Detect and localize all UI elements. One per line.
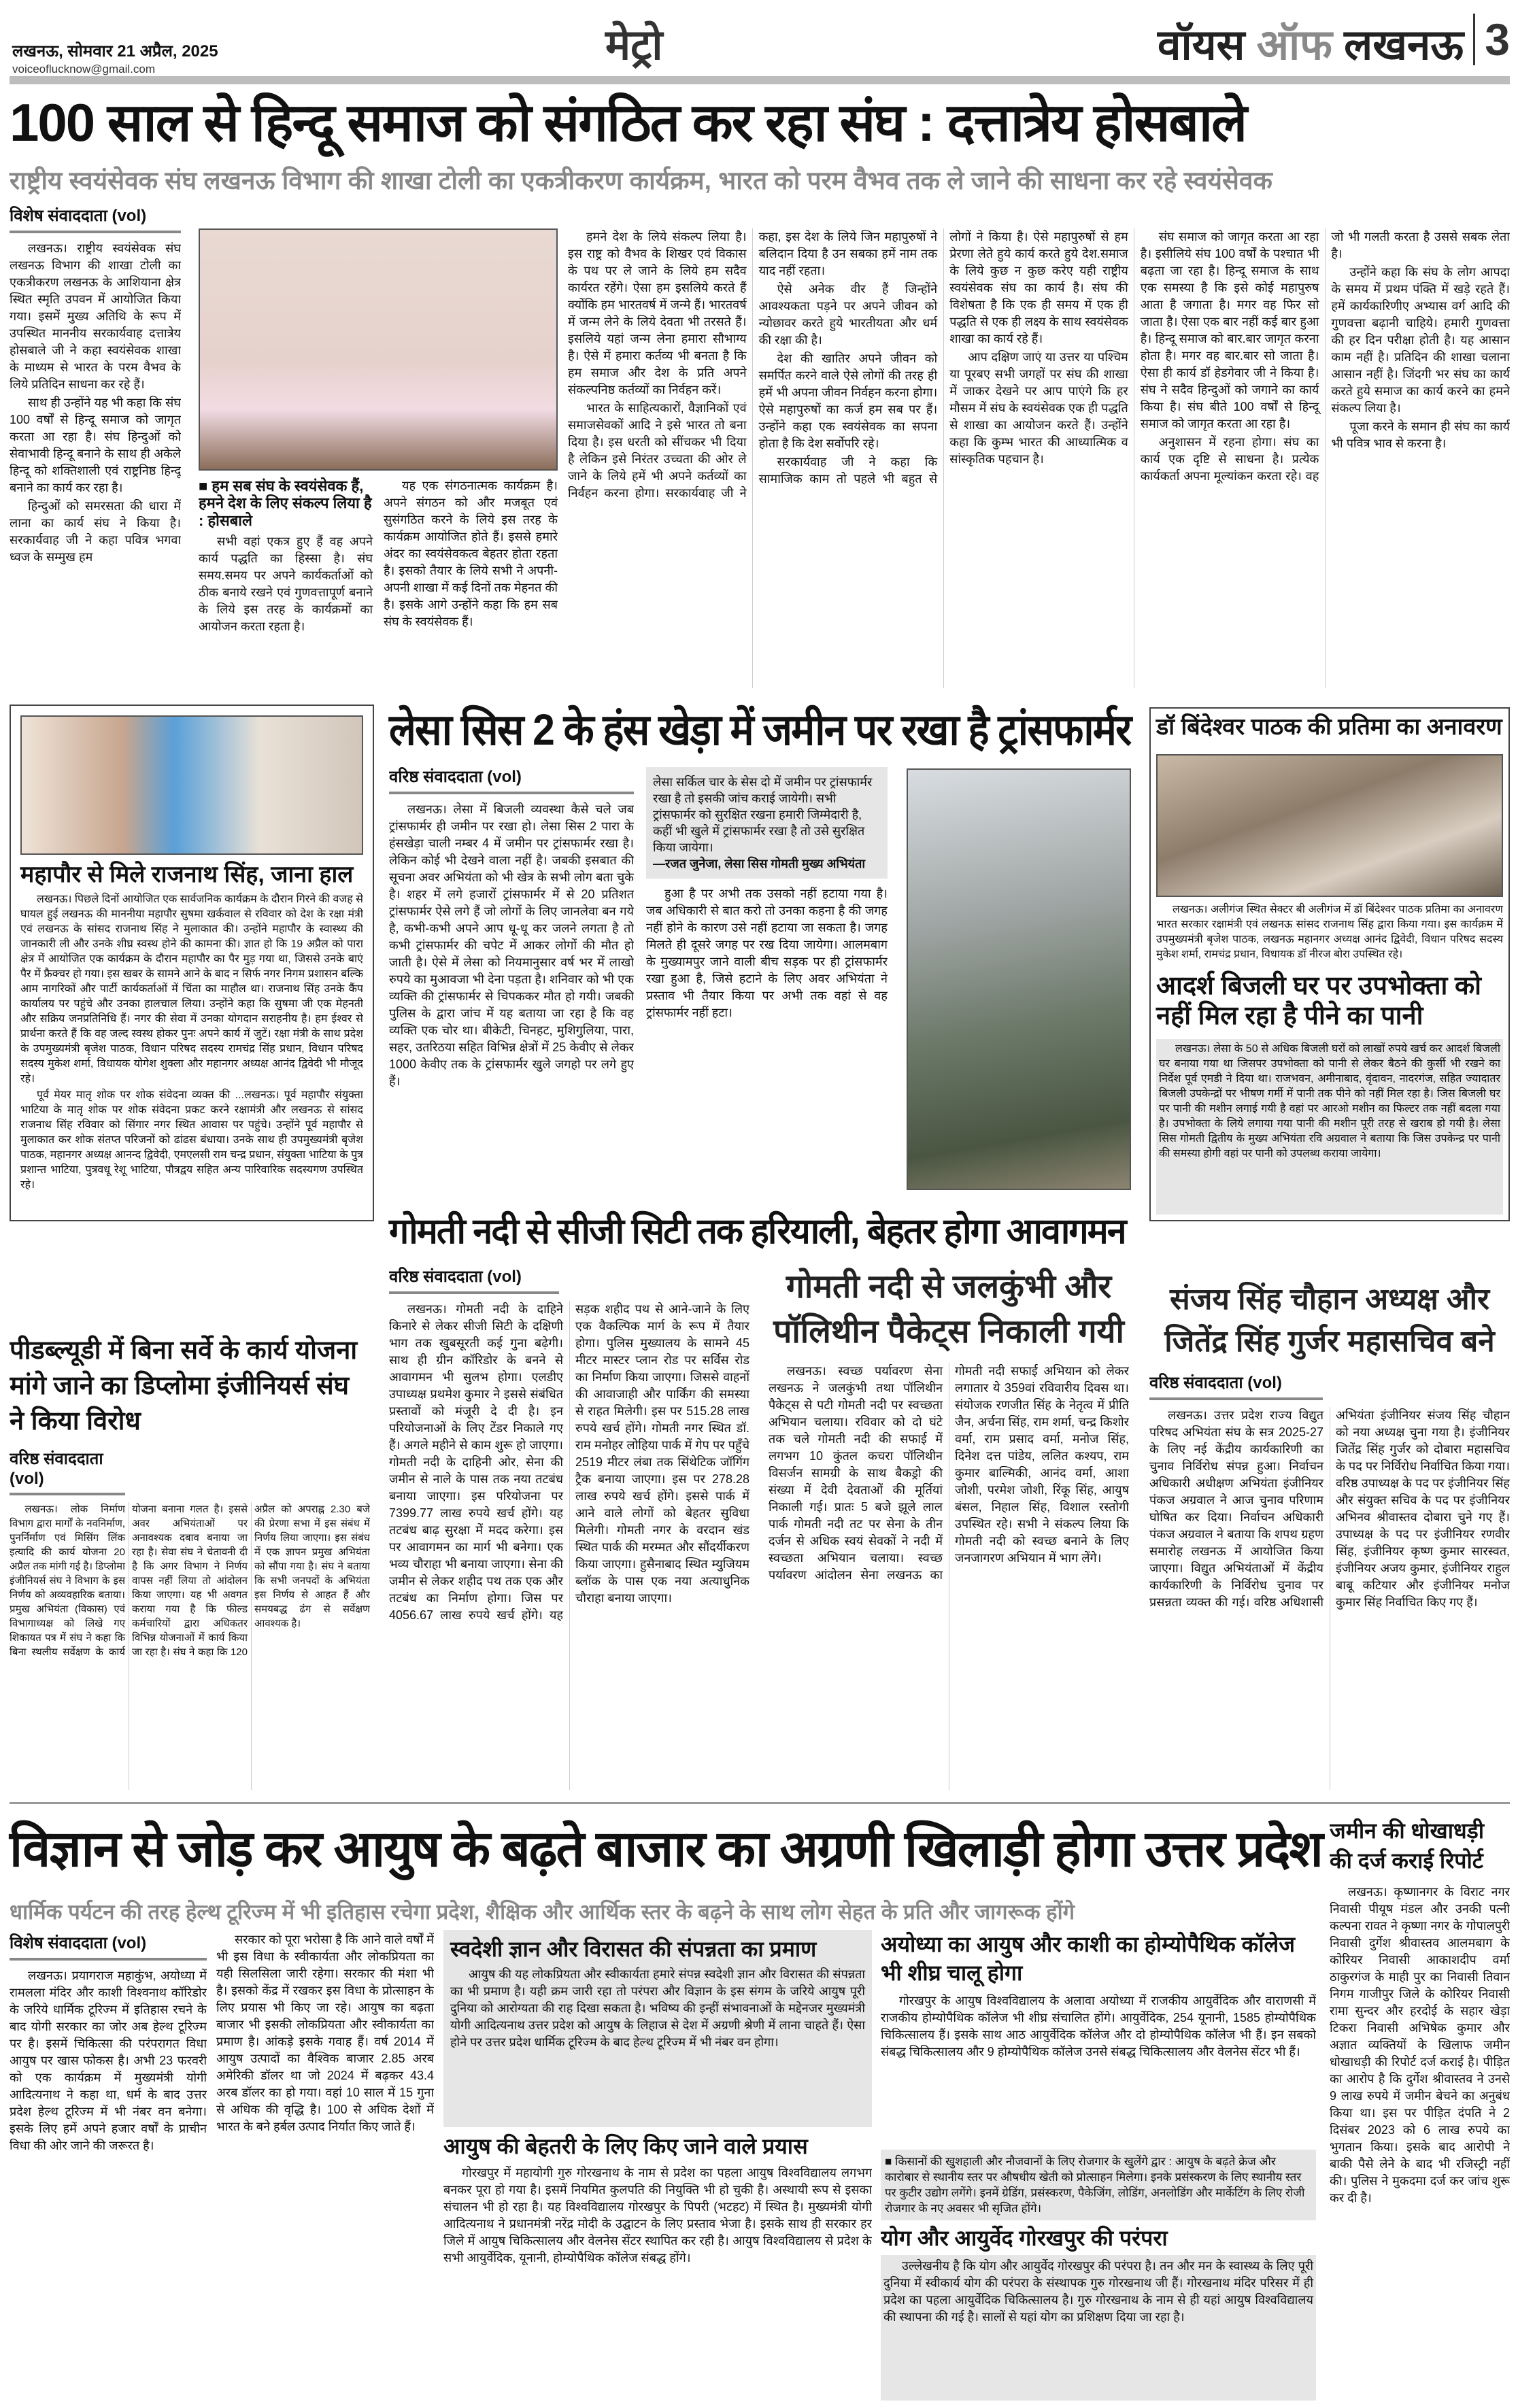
section-divider <box>10 1802 1510 1804</box>
quote-text: लेसा सर्किल चार के सेस दो में जमीन पर ट्रांसफार्मर रखा है तो इसकी जांच कराई जायेगी। सभी ट्रांसफार्मर को सुरक्षित रखना हमारी जिम्मेदारी है, कहीं भी खुले में ट्रांसफार्मर रखा है तो उसे सुरक्षित किया जायेगा। <box>653 775 873 854</box>
quote-attribution: —रजत जुनेजा, लेसा सिस गोमती मुख्य अभियंता <box>653 857 866 870</box>
photo-caption: ■ हम सब संघ के स्वयंसेवक हैं, हमने देश के लिए संकल्प लिया है : होसबाले <box>199 477 372 529</box>
fraud-headline: जमीन की धोखाधड़ी की दर्ज कराई रिपोर्ट <box>1330 1818 1485 1873</box>
byline: वरिष्ठ संवाददाता (vol) <box>389 765 634 794</box>
paragraph: सरकार को पूरा भरोसा है कि आने वाले वर्षों में भी इस विधा के स्वीकार्यता और लोकप्रियता का यही सिलसिला जारी रहेगा। सरकार की मंशा भी है। इसको केंद्र में रखकर इस विधा के प्रोत्साहन के लिए प्रयास भी किए जा रहे। आयुष का बढ़ता बाजार भी इसकी लोकप्रियता और स्वीकार्यता का प्रमाण है। आंकड़े इसके गवाह हैं। वर्ष 2014 में आयुष उत्पादों का वैश्विक बाजार 2.85 अरब अमेरिकी डॉलर था जो 2024 में बढ़कर 43.4 अरब डॉलर का हो गया। वहां 10 साल में 15 गुना से अधिक की वृद्धि है। 100 से अधिक देशों में भारत के बने हर्बल उत्पाद निर्यात किए जाते हैं। <box>216 1933 434 2133</box>
hyacinth-headline: गोमती नदी से जलकुंभी और पॉलिथीन पैकेट्स निकाली गयी <box>773 1269 1124 1350</box>
lesa-body-2 <box>646 885 888 1197</box>
farmers-bullet-box: ■ किसानों की खुशहाली और नौजवानों के लिए रोजगार के खुलेंगे द्वार : आयुष के बढ़ते क्रेज और कारोबार से स्थानीय स्तर पर औषधीय खेती को प्रोत्साहन मिलेगा। इनके प्रसंस्करण के लिए स्थानीय स्तर पर कुटीर उद्योग लगेंगे। इनमें ग्रेडिंग, प्रसंस्करण, पैकेजिंग, लोडिंग, अनलोडिंग और मार्केटिंग के लिए रोजी रोजगार के नए अवसर भी सृजित होंगे। <box>881 2150 1316 2220</box>
hyacinth-body <box>769 1363 1129 1790</box>
paragraph: यह एक संगठनात्मक कार्यक्रम है। अपने संगठन को और मजबूत एवं सुसंगठित करने के लिये इस तरह के कार्यक्रम आयोजित होते हैं। इससे हमारे अंदर का स्वयंसेवकत्व बेहतर होता रहता है। इसको तैयार के लिये सभी ने अपनी-अपनी शाखा में कई दिनों तक मेहनत की है। इसके आगे उन्होंने कहा कि हम सब संघ के स्वयंसेवक हैं। <box>384 479 558 628</box>
gomti-headline: गोमती नदी से सीजी सिटी तक हरियाली, बेहतर होगा आवागमन <box>389 1212 1126 1251</box>
paragraph: सरकार्यवाह जी ने कहा कि सामाजिक काम तो पहले भी बहुत से लोगों ने किया है। ऐसे महापुरुषों से हम प्रेरणा लेते हुये कार्य करते हुये देश.समाज के लिये कुछ न कुछ करेए यही राष्ट्रीय स्वयंसेवक संघ का कार्य है। संघ की विशेषता है कि एक ही समय में एक ही पद्धति से एक ही लक्ष्य के साथ स्वयंसेवक शाखा का कार्य रहे हैं। <box>758 230 1128 486</box>
paragraph: आयुष की यह लोकप्रियता और स्वीकार्यता हमारे संपन्न स्वदेशी ज्ञान और विरासत की संपन्नता का भी प्रमाण है। यही क्रम जारी रहा तो परंपरा और विज्ञान के इस संगम के जरिये आयुष पूरी दुनिया को आरोग्यता की राह दिखा सकता है। भविष्य की इन्हीं संभावनाओं के मद्देनजर मुख्यमंत्री योगी आदित्यनाथ उत्तर प्रदेश को आयुष के लिहाज से देश में अग्रणी श्रेणी में लाना चाहते हैं। ऐसा होने पर उत्तर प्रदेश धार्मिक टूरिज्म के बाद हेल्थ टूरिज्म में भी नंबर वन होगा। <box>450 1967 865 2049</box>
paragraph: सभी वहां एकत्र हुए हैं वह अपने कार्य पद्धति का हिस्सा है। संघ समय.समय पर अपने कार्यकर्ताओं को ठीक बनाये रखने एवं गुणवत्तापूर्ण बनाने के लिये इस तरह के कार्यक्रमों का आयोजन करता रहता है। <box>199 534 373 633</box>
fraud-story <box>1330 1816 1510 2401</box>
better-body <box>443 2165 872 2401</box>
box-headline: स्वदेशी ज्ञान और विरासत की संपन्नता का प्रमाण <box>450 1937 817 1961</box>
paragraph: पूजा करने के समान ही संघ का कार्य भी पवित्र भाव से करना है। <box>1331 420 1510 450</box>
lesa-left-column <box>389 765 634 1197</box>
paragraph: लखनऊ। राष्ट्रीय स्वयंसेवक संघ लखनऊ विभाग की शाखा टोली का एकत्रीकरण लखनऊ के आशियाना क्षेत्र स्थित स्मृति उपवन में आयोजित किया गया। इसमें मुख्य अतिथि के रूप में उपस्थित माननीय सरकार्यवाह दत्तात्रेय होसबाले जी ने कहा स्वयंसेवक शाखा के माध्यम से भारत के परम वैभव के लिये प्रतिदिन साधना कर रहे हैं। <box>10 241 181 391</box>
sanjay-body <box>1149 1407 1510 1790</box>
rss-event-photo <box>199 228 558 471</box>
story-headline: डॉ बिंदेश्वर पाठक की प्रतिमा का अनावरण <box>1156 714 1502 740</box>
statue-story <box>1149 707 1510 1221</box>
paragraph: लखनऊ। स्वच्छ पर्यावरण सेना लखनऊ ने जलकुंभी तथा पॉलिथीन पैकेट्स से पटी गोमती नदी पर स्वच्छता अभियान चलाया। रविवार को दो घंटे तक चले गोमती नदी की सफाई में लगभग 10 कुंतल कचरा पॉलिथीन विसर्जन सामग्री के साथ बैकड्रो की संख्या में देवी देवताओं की मूर्तियां निकाली गई। प्रातः 5 बजे झूले लाल पार्क गोमती नदी तट पर सेना के तीन दर्जन से अधिक स्वयं सेवकों ने नदी में स्वच्छता अभियान चलाया। स्वच्छ पर्यावरण आंदोलन सेना लखनऊ का गोमती नदी सफाई अभियान को लेकर लगातार ये 359वां रविवारीय दिवस था। संयोजक रणजीत सिंह के नेतृत्व में प्रीति जैन, अर्चना सिंह, राम शर्मा, चन्द्र किशोर वर्मा, राम प्रसाद वर्मा, मनोज सिंह, दिनेश दत्त पांडेय, ललित कश्यप, राम कुमार बाल्मिकी, आनंद वर्मा, आशा जोशी, परमेश जोशी, रिंकू सिंह, आयुष बंसल, निहाल सिंह, विशाल रस्तोगी उपस्थित रहे। सभी ने संकल्प लिया कि गोमती नदी को स्वच्छ बनाने के लिए जनजागरण अभियान में भाग लेंगे। <box>769 1364 1129 1582</box>
masthead-word: ऑफ <box>1256 22 1332 69</box>
pwd-story <box>10 1333 370 1790</box>
header-rule <box>10 76 1510 84</box>
paragraph: लखनऊ। लेसा में बिजली व्यवस्था कैसे चले जब ट्रांसफार्मर ही जमीन पर रखा हो। लेसा सिस 2 पारा के हंसखेड़ा चाली नम्बर 4 में जमीन पर ट्रांसफार्मर रखा है। लेकिन कोई भी देखने वाला नहीं है। जबकी इसबात की सूचना अवर अभियंता को भी खेत्र के सभी लोग बता चुके है। शहर में लगे हजारों ट्रांसफार्मर में से 20 प्रतिशत ट्रांसफार्मर ऐसे लगे हैं जो लोगों के लिए जानलेवा बन गये है, कभी-कभी अपने आप धू-धू कर जलने लगता है तो कभी ट्रांसफार्मर की चपेट में आकर लोगों की मौत हो जाती है। ऐसे में लेसा को नियमानुसार वर्ष भर में लाखो रुपये का मुआवजा भी देना पड़ता है। शनिवार को भी एक व्यक्ति की ट्रांसफार्मर से चिपककर मौत हो गयी। जबकी पुलिस के द्वारा जांच में यह बताया जा रहा है कि वह व्यक्ति एक चोर था। बीकेटी, चिनहट, मुशिगुलिया, पारा, सहर, उतरिठया सहित विभिन्न क्षेत्रों में 25 केवीए से लेकर 1000 केवीए तक के ट्रांसफार्मर खुले जगहो पर लगे हुए हैं। <box>389 802 634 1088</box>
issue-date: लखनऊ, सोमवार 21 अप्रैल, 2025 <box>12 42 218 61</box>
ayush-col4 <box>881 1930 1316 2401</box>
ayush-body-col2 <box>216 1931 434 2401</box>
paragraph: लखनऊ। अलीगंज स्थित सेक्टर बी अलीगंज में डॉ बिंदेश्वर पाठक प्रतिमा का अनावरण भारत सरकार रक्षामंत्री एवं लखनऊ सांसद राजनाथ सिंह द्वारा किया गया। इस कार्यक्रम में उपमुख्यमंत्री बृजेश पाठक, लखनऊ महानगर अध्यक्ष आनंद द्विवेदी, विधान परिषद सदस्य मुकेश शर्मा, रामचंद्र प्रधान, विधायक डॉ नीरज बोरा उपस्थित रहे। <box>1156 904 1503 961</box>
paragraph: लखनऊ। उत्तर प्रदेश राज्य विद्युत परिषद अभियंता संघ के सत्र 2025-27 के लिए नई केंद्रीय कार्यकारिणी का चुनाव निर्विरोध संपन्न हुआ। निर्वाचन अधिकारी अधीक्षण अभियंता इंजीनियर पंकज अग्रवाल ने आज चुनाव परिणाम घोषित कर दिया। निर्वाचन अधिकारी पंकज अग्रवाल ने बताया कि शपथ ग्रहण समारोह लखनऊ में आयोजित किया जाएगा। विद्युत अभियंताओं में केंद्रीय कार्यकारिणी के निर्विरोध चुनाव पर प्रसन्नता व्यक्त की गई। वरिष्ठ अधिशासी अभियंता इंजीनियर संजय सिंह चौहान को नया अध्यक्ष चुना गया है। इंजीनियर जितेंद्र सिंह गुर्जर को दोबारा महासचिव के पद पर निर्विरोध निर्वाचित किया गया। वरिष्ठ उपाध्यक्ष के पद पर इंजीनियर सिंह और संयुक्त सचिव के पद पर इंजीनियर अभिनव श्रीवास्तव दोबारा चुने गए हैं। उपाध्यक्ष के पद पर इंजीनियर रणवीर सिंह, इंजीनियर कृष्ण कुमार सारस्वत, इंजीनियर अजय कुमार, इंजीनियर राहुल बाबू कटियार और इंजीनियर मनोज कुमार सिंह निर्वाचित किए गए हैं। <box>1149 1408 1510 1609</box>
better-headline: आयुष की बेहतरी के लिए किए जाने वाले प्रयास <box>443 2134 808 2158</box>
ayodhya-headline: अयोध्या का आयुष और काशी का होम्योपैथिक कॉलेज भी शीघ्र चालू होगा <box>881 1932 1295 1985</box>
lesa-quote-box <box>646 767 888 879</box>
masthead-word: वॉयस <box>1158 22 1245 69</box>
ayush-subhead: धार्मिक पर्यटन की तरह हेल्थ टूरिज्म में भी इतिहास रचेगा प्रदेश, शैक्षिक और आर्थिक स्तर के बढ़ने के साथ लोग सेहत के प्रति और जागरूक होंगे <box>10 1900 1075 1924</box>
heritage-box <box>443 1930 872 2127</box>
lesa-headline: लेसा सिस 2 के हंस खेड़ा में जमीन पर रखा है ट्रांसफार्मर <box>389 705 1131 754</box>
yoga-body <box>881 2255 1316 2401</box>
masthead <box>1158 15 1464 72</box>
pwd-body <box>10 1502 370 1790</box>
mayor-story <box>10 705 374 1221</box>
statue-photo <box>1156 754 1503 897</box>
page-number: 3 <box>1473 14 1510 65</box>
paragraph: लखनऊ। पिछले दिनों आयोजित एक सार्वजनिक कार्यक्रम के दौरान गिरने की वजह से घायल हुई लखनऊ की माननीया महापौर सुषमा खर्कवाल से रविवार को देश के रक्षा मंत्री एवं लखनऊ के सांसद राजनाथ सिंह ने मुलाकात की। उन्होंने महापौर के स्वास्थ्य की जानकारी ली और उनके शीघ्र स्वस्थ होने की कामना की। ज्ञात हो कि 19 अप्रैल को पारा क्षेत्र में आयोजित एक कार्यक्रम के दौरान महापौर का पैर मुड़ गया था, जिससे उनके बाएं पैर में फ्रैक्चर हो गया। इस खबर के सामने आने के बाद न सिर्फ नगर निगम प्रशासन बल्कि आम नागरिकों और पार्टी कार्यकर्ताओं में चिंता का माहौल था। राजनाथ सिंह उनके कैंप कार्यालय पर पहुंचे और उनका हालचाल लिया। उन्होंने कहा कि सुषमा जी एक मेहनती और सक्रिय जनप्रतिनिधि हैं। नगर की सेवा में उनका योगदान सराहनीय है। हम ईश्वर से प्रार्थना करते हैं कि वह जल्द स्वस्थ होकर पुनः अपने कार्य में जुटें। रक्षा मंत्री के साथ प्रदेश के उपमुख्यमंत्री बृजेश पाठक, विधान परिषद सदस्य रामचंद्र सिंह प्रधान, विधान परिषद सदस्य मुकेश शर्मा, विधायक योगेश शुक्ला और महानगर अध्यक्ष आनंद द्विवेदी भी मौजूद रहे। <box>20 894 363 1085</box>
paragraph: लखनऊ। कृष्णानगर के विराट नगर निवासी पीयूष मंडल और उनकी पत्नी कल्पना रावत ने कृष्णा नगर के गोपालपुरी निवासी दुर्गेश श्रीवास्तव आलमबाग के कोरियर निवासी आकाशदीप वर्मा ठाकुरगंज के माही पुर का निवासी तिवान निगम गाजीपुर जिले के कोरियर निवासी रामा सुन्दर और हरदोई के सहार खेड़ा टिकरा निवासी अभिषेक कुमार और अज्ञात व्यक्तियों के खिलाफ जमीन धोखाधड़ी की रिपोर्ट दर्ज कराई है। पीड़ित का आरोप है कि दुर्गेश श्रीवास्तव ने उनसे 9 लाख रुपये में जमीन बेचने का अनुबंध किया था। इस पर पीड़ित दंपति ने 2 दिसंबर 2023 को 6 लाख रुपये का भुगतान किया। इसके बाद आरोपी ने बाकी पैसे लेने के बाद भी रजिस्ट्री नहीं की। पुलिस ने मुकदमा दर्ज कर जांच शुरू कर दी है। <box>1330 1885 1510 2205</box>
lesa-mid-column <box>646 767 888 1197</box>
paragraph: भारत के साहित्यकारों, वैज्ञानिकों एवं समाजसेवकों आदि ने इसे भारत तो बना दिया है। इस धरती को सींचकर भी दिया है लेकिन इसे निरंतर उच्चता की ओर ले जाने के लिये हमें भी अपने कर्तव्यों का निर्वहन करना होगा। सरकार्यवाह जी ने कहा, इस देश के लिये जिन महापुरुषों ने बलिदान दिया है उन सबका हमें नाम तक याद नहीं रहता। <box>568 230 938 500</box>
lesa-body <box>389 801 634 1197</box>
paragraph: पूर्व मेयर मातृ शोक पर शोक संवेदना व्यक्त की ...लखनऊ। पूर्व महापौर संयुक्ता भाटिया के मातृ शोक पर शोक संवेदना प्रकट करने रक्षामंत्री और लखनऊ से सांसद राजनाथ सिंह रविवार को सिंगार नगर स्थित आवास पर पहुंचे। उन्होंने पूर्व महापौर से मुलाकात कर शोक संतप्त परिजनों को ढांढस बंधाया। उनके साथ ही उपमुख्यमंत्री बृजेश पाठक, महानगर अध्यक्ष आनन्द द्विवेदी, एमएलसी राम चन्द्र प्रधान, संयुक्ता भाटिया के पुत्र प्रशान्त भाटिया, पुत्रवधू रेशू भाटिया, पौत्रद्वय सहित अन्य पारिवारिक सदस्यगण उपस्थित रहे। <box>20 1089 363 1191</box>
paragraph: उल्लेखनीय है कि योग और आयुर्वेद गोरखपुर की परंपरा है। तन और मन के स्वास्थ्य के लिए पूरी दुनिया में स्वीकार्य योग की परंपरा के संस्थापक गुरु गोरखनाथ जी हैं। गोरखनाथ मंदिर परिसर में ही प्रदेश का पहला आयुर्वेदिक चिकित्सालय है। गुरु गोरखनाथ के नाम से ही यहां आयुष विश्वविद्यालय की स्थापना की गई है। सालों से यहां योग का प्रशिक्षण दिया जा रहा है। <box>883 2258 1313 2324</box>
section-name: मेट्रो <box>605 22 663 69</box>
story-headline: महापौर से मिले राजनाथ सिंह, जाना हाल <box>20 862 354 887</box>
paragraph: गोरखपुर में महायोगी गुरु गोरखनाथ के नाम से प्रदेश का पहला आयुष विश्वविद्यालय लगभग बनकर पूरा हो गया है। इसमें नियमित कुलपति की नियुक्ति भी हो चुकी है। अस्थायी रूप से इसका संचालन भी हो रहा है। यह विश्वविद्यालय गोरखपुर के पिपरी (भटहट) में स्थित है। मुख्यमंत्री योगी आदित्यनाथ ने प्रधानमंत्री नरेंद्र मोदी के उद्घाटन के लिए प्रस्ताव भेजा है। इसके साथ ही सरकार हर जिले में आयुष चिकित्सालय और वेलनेस सेंटर स्थापित कर रही है। आयुष विश्वविद्यालय से प्रदेश के सभी आयुर्वेदिक, यूनानी, होम्योपैथिक कॉलेज संबद्ध होंगे। <box>443 2165 872 2265</box>
fraud-body <box>1330 1884 1510 2401</box>
paragraph: लखनऊ। लेसा के 50 से अधिक बिजली घरों को लाखों रुपये खर्च कर आदर्श बिजली घर बनाया गया था जिसपर उपभोक्ता को पानी से लेकर बैठने की कुर्सी भी रखने का निर्देश पूर्व एमडी ने दिया था। राजभवन, अमीनाबाद, वृंदावन, नादरगंज, सहित ज्यादातर बिजली उपकेन्द्रों पर भीषण गर्मी में पानी तक पीने को नहीं मिल रहा है। जिस बिजली घर पर पानी की मशीन लगाई गयी है वहां पर आरओ मशीन का फिल्टर तक नहीं बदला गया है। उपभोक्ता के लिये लगाया गया पानी की मशीन पूरी तरह से खराब हो गयी है। लेसा सिस गोमती द्वितीय के मुख्य अभियंता रवि अग्रवाल ने बताया कि जिस उपकेन्द्र पर पानी की समस्या होगी वहां पर पानी को उपलब्ध कराया जायेगा। <box>1159 1043 1500 1160</box>
sanjay-headline: संजय सिंह चौहान अध्यक्ष और जितेंद्र सिंह गुर्जर महासचिव बने <box>1164 1283 1495 1358</box>
byline: वरिष्ठ संवाददाता (vol) <box>389 1265 559 1294</box>
transformer-photo <box>907 768 1131 1190</box>
paragraph: हमने देश के लिये संकल्प लिया है। इस राष्ट्र को वैभव के शिखर एवं विकास के पथ पर ले जाने के लिये हम सदैव कार्यरत रहेंगे। ऐसा हम इसलिये करते हैं क्योंकि हम भारतवर्ष में जन्मे हैं। भारतवर्ष में जन्म लेने के लिये देवता भी तरसते हैं। इसलिये यहां जन्म लेना हमारा सौभाग्य है। ऐसे में हमारा कर्तव्य भी बनता है कि हम समाज और देश के प्रति अपने संकल्पनिष्ठ कर्तव्यों का निर्वहन करें। <box>568 230 747 396</box>
mayor-meeting-photo <box>20 715 363 855</box>
yoga-headline: योग और आयुर्वेद गोरखपुर की परंपरा <box>881 2226 1168 2250</box>
byline: वरिष्ठ संवाददाता (vol) <box>1149 1371 1323 1400</box>
paragraph: देश की खातिर अपने जीवन को समर्पित करने वाले ऐसे लोगों की तरह ही हमें भी अपना जीवन निर्वहन करना होगा। ऐसे महापुरुषों का कर्ज हम सब पर हैं। उन्होंने कहा एक स्वयंसेवक का सपना होता है कि देश सर्वोपरि रहे। <box>758 352 938 450</box>
paragraph: लखनऊ। गोमती नदी के दाहिने किनारे से लेकर सीजी सिटी के दक्षिणी भाग तक खुबसूरती कई गुना बढ़ेगी। साथ ही ग्रीन कॉरिडोर के बनने से आवागमन भी सुलभ होगा। एलडीए उपाध्यक्ष प्रथमेश कुमार ने इससे संबंधित प्रस्तावों को मंजूरी दे दी है। इन परियोजनाओं के लिए टेंडर निकाले गए हैं। अगले महीने से काम शुरू हो जाएगा। गोमती नदी के दाहिनी ओर, सेना की जमीन से नाले के पास तक नया तटबंध बनाया जाएगा। इस परियोजना पर 7399.77 लाख रुपये खर्च होंगे। यह तटबंध बाढ़ सुरक्षा में मदद करेगा। इस पर आवागमन का मार्ग भी बनेगा। एक भव्य चौराहा भी बनाया जाएगा। सेना की जमीन से लेकर शहीद पथ तक एक और तटबंध का निर्माण होगा। जिस पर 4056.67 लाख रुपये खर्च होंगे। यह सड़क शहीद पथ से आने-जाने के लिए एक वैकल्पिक मार्ग के रूप में तैयार होगा। पुलिस मुख्यालय के सामने 45 मीटर मास्टर प्लान रोड पर सर्विस रोड का निर्माण किया जाएगा। जिससे वाहनों की आवाजाही और पार्किंग की समस्या से राहत मिलेगी। इस पर 515.28 लाख रुपये खर्च होंगे। गोमती नगर स्थित डॉ. राम मनोहर लोहिया पार्क में गेप पर पहुँचे 2519 मीटर लंबा तक सिंथेटिक जॉगिंग ट्रैक बनाया जाएगा। इस पर 278.28 लाख रुपये खर्च होंगे। इससे पार्क में आने वाले लोगों को बेहतर सुविधा मिलेगी। गोमती नगर के वरदान खंड स्थित पार्क की मरम्मत और सौंदर्यीकरण किया जाएगा। हुसैनाबाद स्थित म्युजियम ब्लॉक के पास एक नया अत्याधुनिक चौराहा बनाया जाएगा। <box>389 1302 749 1622</box>
paragraph: हिन्दुओं को समरसता की धारा में लाना का कार्य संघ ने किया है। सरकार्यवाह जी ने कहा पवित्र भगवा ध्वज के सम्मुख हम <box>10 499 181 564</box>
paragraph: अनुशासन में रहना होगा। संघ का कार्य एक दृष्टि से साधना है। प्रत्येक कार्यकर्ता अपना मूल्यांकन करता रहे। वह जो भी गलती करता है उससे सबक लेता है। <box>1140 230 1510 483</box>
story-headline: आदर्श बिजली घर पर उपभोक्ता को नहीं मिल रहा है पीने का पानी <box>1156 972 1481 1030</box>
lead-headline: 100 साल से हिन्दू समाज को संगठित कर रहा संघ : दत्तात्रेय होसबाले <box>10 92 1246 152</box>
gomti-body <box>389 1301 749 1790</box>
paragraph: गोरखपुर के आयुष विश्वविद्यालय के अलावा अयोध्या में राजकीय आयुर्वेदिक और वाराणसी में राजकीय होम्योपैथिक कॉलेज भी शीघ्र संचालित होंगे। आयुर्वेदिक, 254 यूनानी, 1585 होम्योपैथिक चिकित्सालय हैं। इसके साथ आठ आयुर्वेदिक कॉलेज और दो होम्योपैथिक कॉलेज भी हैं। इन सबको संबद्ध चिकित्सालय और 9 होम्योपैथिक कॉलेज उनसे संबद्ध चिकित्सालय और वेलनेस सेंटर भी हैं। <box>881 1994 1316 2058</box>
byline: वरिष्ठ संवाददाता (vol) <box>10 1447 125 1495</box>
byline: विशेष संवाददाता (vol) <box>10 1931 207 1961</box>
ayush-col3 <box>443 1930 872 2401</box>
lead-left-column <box>10 204 181 688</box>
paragraph: संघ समाज को जागृत करता आ रहा है। इसीलिये संघ 100 वर्षों के पश्चात भी बढ़ता जा रहा है। हिन्दू समाज के साथ एक समस्या है कि इसे कोई महापुरुष आता है जगाता है। मगर वह फिर सो जाता है। ऐसा एक बार नहीं कई बार हुआ है। हिन्दू समाज को बार.बार जागृत करना होता है। मगर वह बार.बार सो जाता है। ऐसा ही कार्य डॉ हेडगेवार जी ने किया है। संघ ने सदैव हिन्दुओं को जगाने का कार्य किया है। संघ बीते 100 वर्षों से हिन्दू समाज को जागृत करता आ रहा है। <box>1140 230 1319 430</box>
masthead-word: लखनऊ <box>1344 22 1464 69</box>
paragraph: लखनऊ। प्रयागराज महाकुंभ, अयोध्या में रामलला मंदिर और काशी विश्वनाथ कॉरिडोर के जरिये धार्मिक टूरिज्म में इतिहास रचने के बाद योगी सरकार का जोर अब हेल्थ टूरिज्म पर है। इसमें चिकित्सा की परंपरागत विधा आयुष पर खास फोकस है। अभी 23 फरवरी को एक कार्यक्रम में मुख्यमंत्री योगी आदित्यनाथ ने कहा था, धर्म के बाद उत्तर प्रदेश हेल्थ टूरिज्म में भी नंबर वन बनेगा। इसके लिए हमें अपने हजार वर्षों के प्राचीन विधा की ओर जाने की जरूरत है। <box>10 1969 207 2152</box>
paragraph: ऐसे अनेक वीर हैं जिन्होंने आवश्यकता पड़ने पर अपने जीवन को न्योछावर करते हुये भारतीयता और धर्म की रक्षा की है। <box>758 282 938 347</box>
ayush-headline: विज्ञान से जोड़ कर आयुष के बढ़ते बाजार का अग्रणी खिलाड़ी होगा उत्तर प्रदेश <box>10 1820 1322 1877</box>
lead-body <box>568 228 1510 688</box>
sanjay-story <box>1149 1278 1510 1790</box>
contact-email: voiceoflucknow@gmail.com <box>12 63 156 75</box>
pwd-headline: पीडब्ल्यूडी में बिना सर्वे के कार्य योजना मांगे जाने का डिप्लोमा इंजीनियर्स संघ ने किया विरोध <box>10 1336 358 1436</box>
paragraph: उन्होंने कहा कि संघ के लोग आपदा के समय में प्रथम पंक्ति में खड़े रहते हैं। हमें कार्यकारिणीए अभ्यास वर्ग आदि की गुणवत्ता बढ़ानी चाहिये। हमारी गुणवत्ता की हर दिन परीक्षा होती है। यह आसान काम नहीं है। प्रतिदिन की शाखा चलाना आसान नहीं है। जिंदगी भर संघ का कार्य करते हुये समाज का कार्य करने का हमने संकल्प लिया है। <box>1331 265 1510 415</box>
lead-subhead: राष्ट्रीय स्वयंसेवक संघ लखनऊ विभाग की शाखा टोली का एकत्रीकरण कार्यक्रम, भारत को परम वैभव तक ले जाने की साधना कर रहे स्वयंसेवक <box>10 167 1272 194</box>
ayush-col1 <box>10 1931 207 2401</box>
byline: विशेष संवाददाता (vol) <box>10 204 181 233</box>
ayodhya-body <box>881 1992 1316 2146</box>
paragraph: लखनऊ। लोक निर्माण विभाग द्वारा मार्गों के नवनिर्माण, पुनर्निर्माण एवं मिसिंग लिंक इत्यादि की कार्य योजना 20 अप्रैल तक मांगी गई है। डिप्लोमा इंजीनियर्स संघ ने विभाग के इस निर्णय को अव्यवहारिक बताया। प्रमुख अभियंता (विकास) एवं विभागाध्यक्ष को लिखे गए शिकायत पत्र में संघ ने कहा कि बिना स्थलीय सर्वेक्षण के कार्य योजना बनाना गलत है। इससे अवर अभियंताओं पर अनावश्यक दबाव बनाया जा रहा है। सेवा संघ ने चेतावनी दी है कि अगर विभाग ने निर्णय वापस नहीं लिया तो आंदोलन किया जाएगा। यह भी अवगत कराया गया है कि फील्ड कर्मचारियों द्वारा अधिकतर विभिन्न योजनाओं में कार्य किया जा रहा है। संघ ने कहा कि 120 अप्रैल को अपराह्न 2.30 बजे की प्रेरणा सभा में इस संबंध में निर्णय लिया जाएगा। इस संबंध में एक ज्ञापन प्रमुख अभियंता को सौंपा गया है। संघ ने बताया कि सभी जनपदों के अभियंता इस निर्णय से आहत हैं और समयबद्ध ढंग से सर्वेक्षण आवश्यक है। <box>10 1504 370 1658</box>
ayush-body-col1 <box>10 1967 207 2401</box>
paragraph: आप दक्षिण जाएं या उत्तर या पश्चिम या पूरबए सभी जगहों पर संघ की शाखा में जाकर देखने पर आप पाएंगे कि हर मौसम में संघ के स्वयंसेवक एक ही पद्धति से शाखा का आयोजन करते हैं। उन्होंने कहा कि कुम्भ भारत की आध्यात्मिक व सांस्कृतिक पहचान है। <box>949 350 1128 466</box>
paragraph: साथ ही उन्होंने यह भी कहा कि संघ 100 वर्षों से हिन्दू समाज को जागृत करता आ रहा है। संघ हिन्दुओं को सेवाभावी हिन्दू बनाने के साथ ही अकेले हिन्दू को शक्तिशाली एवं राष्ट्रनिष्ठ हिन्दू बनाने का कार्य कर रहा है। <box>10 396 181 494</box>
paragraph: हुआ है पर अभी तक उसको नहीं हटाया गया है। जब अधिकारी से बात करो तो उनका कहना है की जगह नहीं होने के कारण उसे नहीं हटाया जा सकता है। जगह मिलते ही दूसरे जगह पर रख दिया जायेगा। आलमबाग के मुख्यामपुर जाने वाली बीच सड़क पर ही ट्रांसफार्मर रखा हुआ है, जिसे हटाने के लिए अवर अभियंता ने प्रस्ताव भी तैयार किया पर अभी तक वहां से वह ट्रांसफार्मर नहीं हटा। <box>646 887 888 1019</box>
hyacinth-story <box>769 1265 1129 1790</box>
gomti-story <box>389 1265 749 1790</box>
lead-under-photo <box>199 477 558 688</box>
